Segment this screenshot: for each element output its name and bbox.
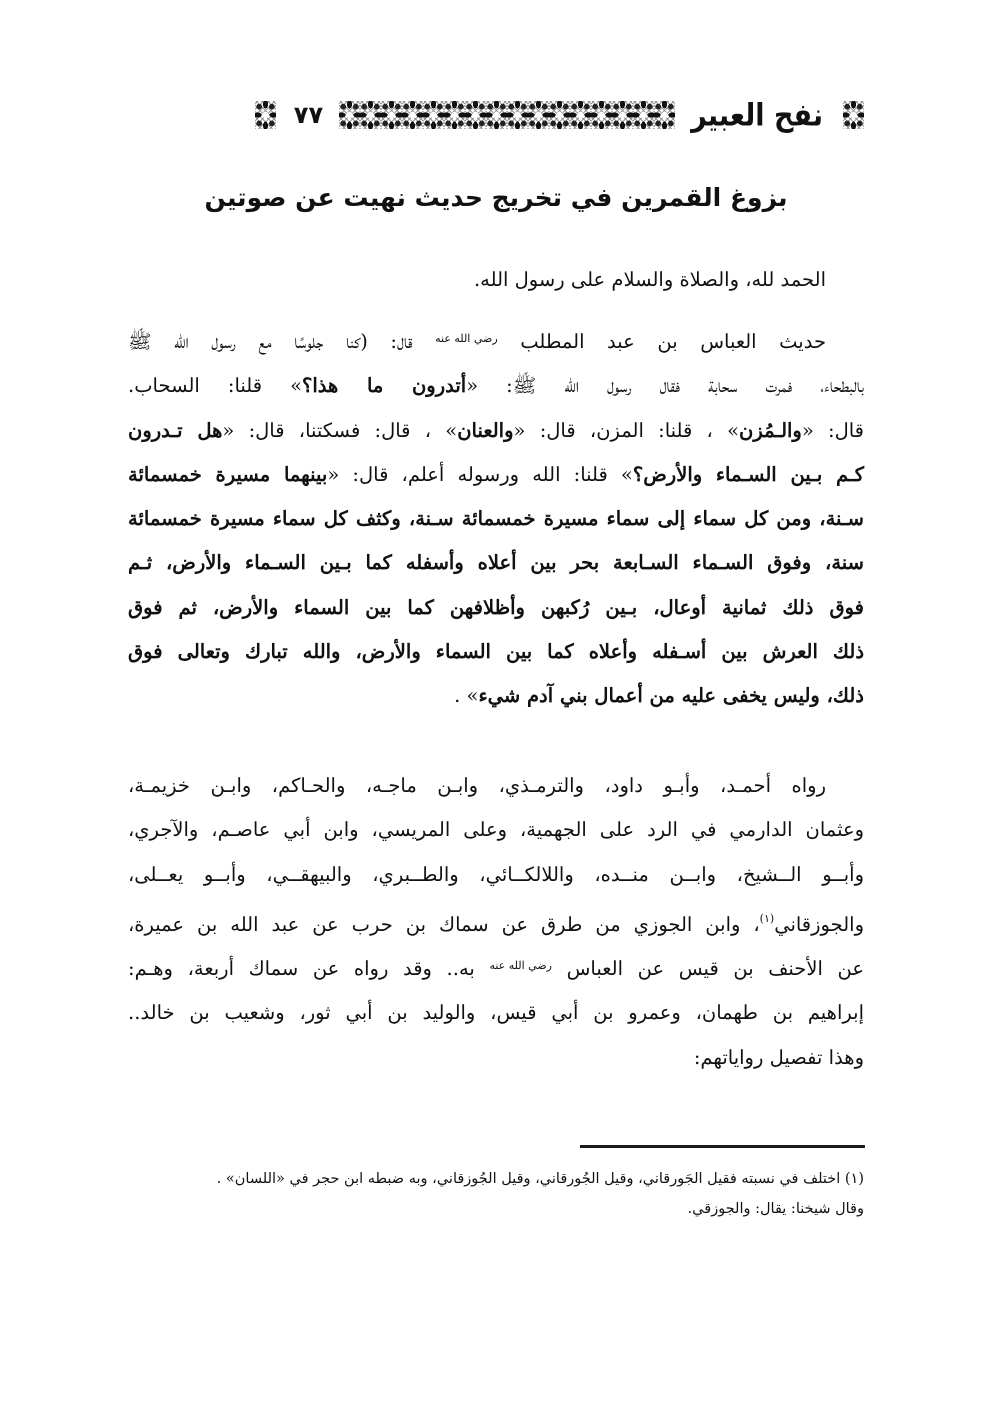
text-run: والجوزقاني — [774, 912, 864, 936]
text-line: سنة، وفوق السـماء السـابعة بحر بين أعلاه وأسفله كما بـين السـماء والأرض، ثـم — [128, 551, 864, 575]
salawat-glyph-icon: ﷺ — [128, 330, 152, 353]
text-run: عن الأحنف بن قيس عن العباس — [566, 957, 864, 981]
honorific-glyph-icon: رضي الله عنه — [435, 332, 498, 345]
footnote-reference[interactable]: (١) — [759, 911, 775, 925]
text-line: ذلك العرش بين أسـفله وأعلاه كما بين السماء والأرض، والله تبارك وتعالى فوق — [128, 640, 864, 664]
text-line — [128, 897, 864, 947]
text-line — [128, 947, 864, 991]
text-line — [128, 453, 864, 497]
text-line — [128, 674, 864, 718]
text-line: الحمد لله، والصلاة والسلام على رسول الله. — [473, 268, 826, 291]
text-line: فوق ذلك ثمانية أوعال، بـين رُكبهن وأظلافهن كما بين السماء والأرض، ثم فوق — [128, 595, 864, 619]
paragraph-opening — [128, 258, 864, 302]
text-run-bold: هل تـدرون — [128, 418, 223, 442]
ornament-band-icon — [339, 101, 675, 129]
text-run-bold: كـم بـين السـماء والأرض؟ — [632, 462, 865, 486]
text-run-bold: والـمُزن — [739, 418, 802, 442]
ornament-icon — [843, 101, 864, 129]
text-line — [128, 320, 864, 364]
text-run: » قلنا: الله ورسوله أعلم، قال: « — [327, 462, 633, 486]
text-line: رواه أحمـد، وأبـو داود، والترمـذي، وابـن ماجـه، والحـاكم، وابـن خزيمـة، — [128, 774, 826, 797]
footnote-1-line: وقال شيخنا: يقال: والجوزقي. — [687, 1201, 864, 1217]
text-run-bold: والعنان — [457, 418, 514, 442]
honorific-glyph-icon: رضي الله عنه — [489, 959, 552, 973]
ornament-icon — [255, 101, 276, 129]
text-run: » قلنا: السحاب. — [128, 374, 303, 398]
text-run: قال: « — [801, 418, 865, 442]
paragraph-hadith — [128, 320, 864, 719]
text-run-bold: أتدرون ما هذا؟ — [302, 374, 467, 398]
text-run: به.. وقد رواه عن سماك أربعة، وهـم: — [128, 957, 475, 981]
footnote-separator — [580, 1145, 865, 1148]
paragraph-takhrij — [128, 764, 864, 1080]
text-line: سـنة، ومن كل سماء إلى سماء مسيرة خمسمائة سـنة، وكثف كل سماء مسيرة خمسمائة — [128, 507, 864, 531]
chapter-title: بزوغ القمرين في تخريج حديث نهيت عن صوتين — [204, 183, 788, 212]
running-header — [128, 95, 864, 135]
text-run-bold: ذلك، وليس يخفى عليه من أعمال بني آدم شيء — [478, 684, 864, 708]
text-line: وهذا تفصيل رواياتهم: — [693, 1045, 864, 1069]
text-line — [128, 409, 864, 453]
text-line: وعثمان الدارمي في الرد على الجهمية، وعلى المريسي، وابن أبي عاصـم، والآجري، — [128, 818, 864, 842]
text-run: ، وابن الجوزي من طرق عن سماك بن حرب عن عبد الله بن عميرة، — [128, 912, 760, 936]
footnote-1-line: (١) اختلف في نسبته فقيل الجَورقاني، وقيل الجُورقاني، وقيل الجُوزقاني، وبه ضبطه ابن حجر في «اللسان» . — [216, 1171, 864, 1187]
footnotes — [128, 1164, 864, 1224]
text-run: قال: (كنا جلوسًا مع رسول الله — [174, 330, 413, 353]
text-run: » . — [454, 684, 479, 708]
text-run: » ، قلنا: المزن، قال: « — [513, 418, 739, 442]
text-run: » ، قال: فسكتنا، قال: « — [222, 418, 458, 442]
book-title: نفح العبير — [691, 97, 823, 133]
text-run: بالبطحاء، فمرت سحابة فقال رسول الله — [564, 374, 865, 398]
text-run: حديث العباس بن عبد المطلب — [520, 330, 827, 353]
text-run: : « — [466, 374, 513, 398]
text-line: إبراهيم بن طهمان، وعمرو بن أبي قيس، والوليد بن أبي ثور، وشعيب بن خالد.. — [128, 1001, 864, 1025]
text-line: وأبــو الــشيخ، وابــن منــده، واللالكــائي، والطــبري، والبيهقــي، وأبــو يعــلى، — [128, 862, 864, 886]
salawat-glyph-icon: ﷺ — [512, 374, 537, 398]
text-run-bold: بينهما مسيرة خمسمائة — [128, 462, 328, 486]
text-line — [128, 364, 864, 408]
page-number: ٧٧ — [293, 101, 324, 129]
